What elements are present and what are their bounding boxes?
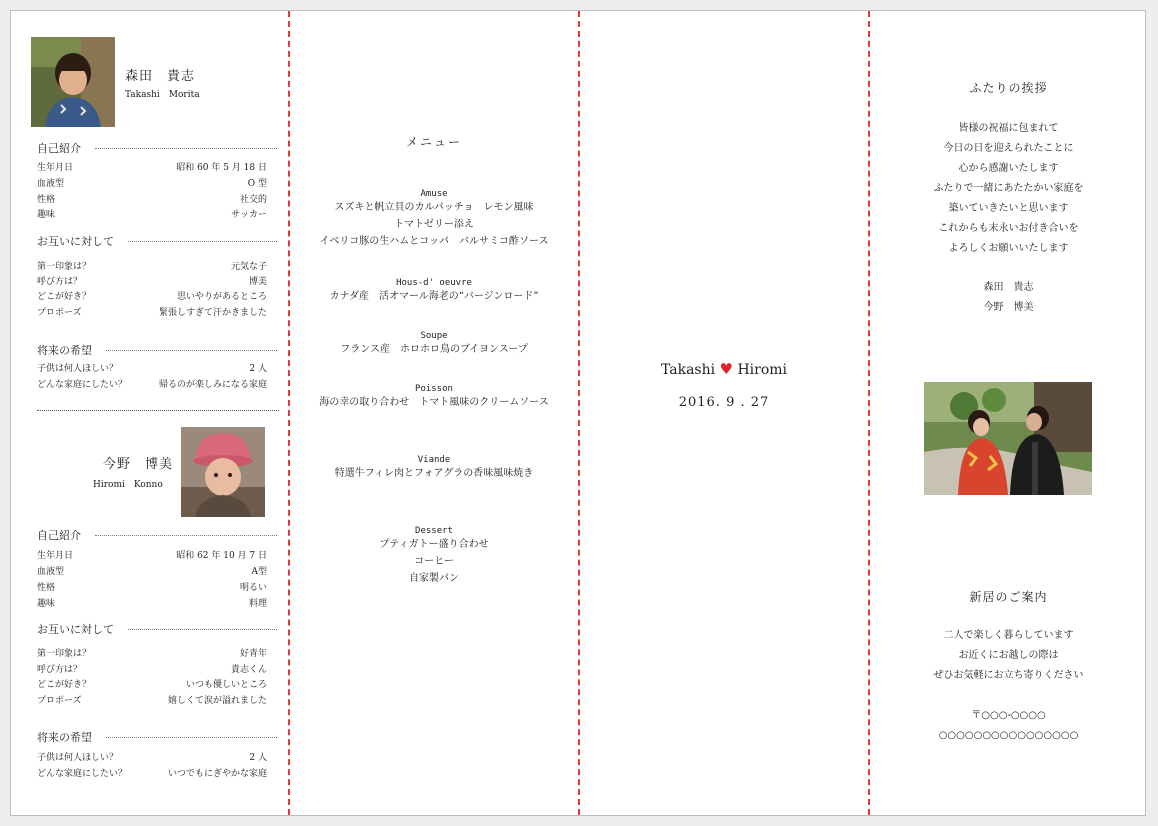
bride-future-title: 将来の希望 (37, 729, 277, 745)
groom-info-row: 第一印象は？ 元気な子 (37, 262, 267, 272)
greeting-line: 今日の日を迎えられたことに (943, 143, 1074, 154)
bride-info-row: どんな家庭にしたい？ いつでもにぎやかな家庭 (37, 769, 267, 779)
groom-info-row: どこが好き？ 思いやりがあるところ (37, 292, 267, 302)
greeting-signatures (870, 278, 1147, 318)
bride-romaji: Hiromi Konno (93, 480, 163, 490)
menu-course-viande (290, 455, 578, 482)
menu-course-amuse (290, 189, 578, 250)
new-home-line: 二人で楽しく暮らしています (943, 630, 1074, 641)
groom-photo (31, 37, 115, 127)
bride-info-row: 趣味 料理 (37, 599, 267, 609)
menu-dish: スズキと帆立貝のカルパッチョ レモン風味 (334, 202, 534, 213)
greeting-panel (870, 11, 1147, 815)
course-label: Soupe (420, 331, 448, 341)
bride-info-row: 性格 明るい (37, 583, 267, 593)
wedding-photo (924, 382, 1092, 495)
bride-info-row: 血液型 A型 (37, 567, 267, 577)
menu-dish: 特選牛フィレ肉とフォアグラの香味風味焼き (334, 468, 534, 479)
new-home-line: ぜひお気軽にお立ち寄りください (933, 670, 1084, 681)
menu-course-hors-doeuvre (290, 278, 578, 305)
new-home-address (870, 706, 1147, 746)
groom-info-row: どんな家庭にしたい？ 帰るのが楽しみになる家庭 (37, 380, 267, 390)
new-home-title: 新居のご案内 (969, 590, 1048, 604)
bride-info-row: 呼び方は？ 貴志くん (37, 665, 267, 675)
signature-groom: 森田 貴志 (983, 282, 1034, 293)
menu-dish: 海の幸の取り合わせ トマト風味のクリームソース (319, 397, 549, 408)
groom-mutual-title: お互いに対して (37, 233, 277, 249)
menu-course-poisson (290, 384, 578, 411)
bride-self-intro-title: 自己紹介 (37, 527, 277, 543)
groom-profile (11, 11, 287, 411)
groom-info-row: プロポーズ 緊張しすぎて汗かきました (37, 308, 267, 318)
greeting-message (870, 119, 1147, 259)
bride-first-name: Hiromi (737, 362, 788, 378)
bride-info-row: 子供は何人ほしい？ 2 人 (37, 753, 267, 763)
postal-code: 〒○○○-○○○○ (971, 710, 1046, 721)
profile-panel (11, 11, 287, 815)
greeting-line: 心から感謝いたします (958, 163, 1059, 174)
groom-info-row: 趣味 サッカー (37, 210, 267, 220)
couple-names (580, 360, 868, 378)
bride-photo (181, 427, 265, 517)
greeting-line: 皆様の祝福に包まれて (958, 123, 1059, 134)
groom-info-row: 呼び方は？ 博美 (37, 277, 267, 287)
groom-info-row: 生年月日 昭和 60 年 5 月 18 日 (37, 163, 267, 173)
groom-info-row: 性格 社交的 (37, 195, 267, 205)
course-label: Viande (417, 455, 451, 465)
bride-mutual-title: お互いに対して (37, 621, 277, 637)
course-label: Amuse (420, 189, 448, 199)
menu-course-dessert (290, 526, 578, 587)
bride-info-row: 生年月日 昭和 62 年 10 月 7 日 (37, 551, 267, 561)
heart-icon: ♥ (719, 360, 733, 378)
bride-info-row: 第一印象は？ 好青年 (37, 649, 267, 659)
menu-panel (290, 11, 578, 815)
menu-dish: イベリコ豚の生ハムとコッパ バルサミコ酢ソース (319, 236, 549, 247)
groom-first-name: Takashi (660, 362, 716, 378)
greeting-line: 築いていきたいと思います (948, 203, 1069, 214)
menu-dish: プティガトー盛り合わせ (379, 539, 489, 550)
greeting-title: ふたりの挨拶 (969, 81, 1048, 95)
bride-profile (11, 411, 287, 817)
course-label: Hous-d' oeuvre (396, 278, 472, 288)
address-line: ○○○○○○○○○○○○○○○○ (938, 730, 1079, 741)
program-sheet (10, 10, 1146, 816)
menu-title: メニュー (405, 135, 462, 149)
bride-name: 今野 博美 (103, 457, 174, 472)
menu-dish: 自家製パン (409, 573, 459, 584)
new-home-line: お近くにお越しの際は (958, 650, 1059, 661)
menu-dish: フランス産 ホロホロ鳥のブイヨンスープ (340, 344, 528, 355)
new-home-message (870, 626, 1147, 686)
bride-info-row: プロポーズ 嬉しくて涙が溢れました (37, 696, 267, 706)
menu-course-soupe (290, 331, 578, 358)
bride-info-row: どこが好き？ いつも優しいところ (37, 680, 267, 690)
groom-info-row: 子供は何人ほしい？ 2 人 (37, 364, 267, 374)
menu-dish: トマトゼリー添え (394, 219, 474, 230)
groom-self-intro-title: 自己紹介 (37, 140, 277, 156)
groom-name: 森田 貴志 (125, 69, 196, 84)
greeting-line: よろしくお願いいたします (948, 243, 1069, 254)
groom-info-row: 血液型 O 型 (37, 179, 267, 189)
signature-bride: 今野 博美 (983, 302, 1034, 313)
course-label: Poisson (415, 384, 453, 394)
wedding-date: 2016. 9 . 27 (678, 395, 770, 410)
menu-dish: カナダ産 活オマール海老の“バージンロード” (329, 291, 539, 302)
groom-romaji: Takashi Morita (125, 90, 200, 100)
greeting-line: ふたりで一緒にあたたかい家庭を (933, 183, 1084, 194)
groom-future-title: 将来の希望 (37, 342, 277, 358)
cover-panel (580, 11, 868, 815)
greeting-line: これからも末永いお付き合いを (938, 223, 1079, 234)
menu-dish: コーヒー (414, 556, 454, 567)
course-label: Dessert (415, 526, 453, 536)
